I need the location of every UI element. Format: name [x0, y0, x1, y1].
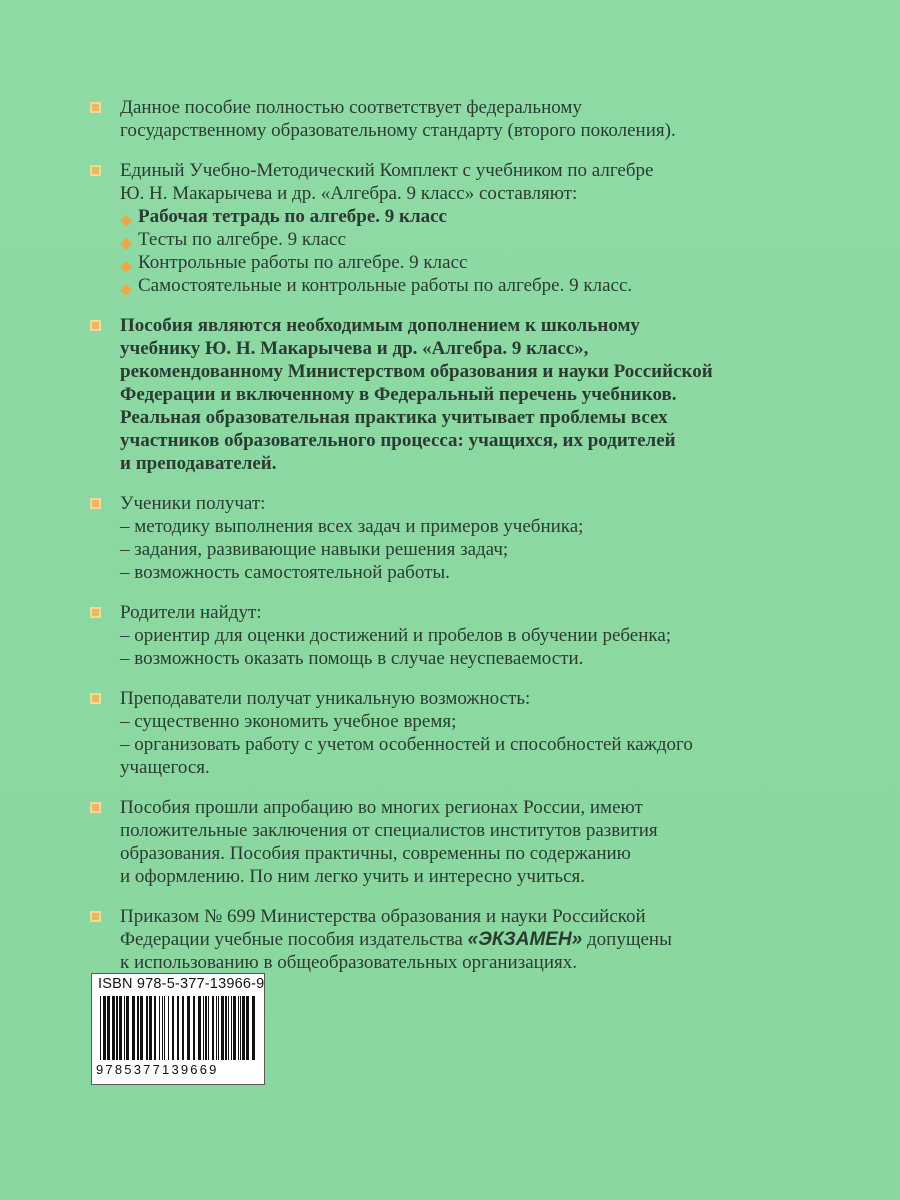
students-paragraph: [90, 492, 790, 584]
umk-item-independent-works: [120, 274, 790, 297]
square-bullet-icon: [90, 607, 101, 618]
diamond-bullet-icon: ◆: [120, 256, 133, 275]
text-line: – существенно экономить учебное время;: [120, 711, 457, 732]
umk-item-label: Рабочая тетрадь по алгебре. 9 класс: [138, 206, 447, 227]
text-line: учащегося.: [120, 757, 210, 778]
barcode-bar: [231, 996, 232, 1060]
barcode-bar: [193, 996, 195, 1060]
barcode-bar: [100, 996, 101, 1060]
square-bullet-icon: [90, 802, 101, 813]
barcode-bar: [112, 996, 115, 1060]
text-line: положительные заключения от специалистов институтов развития: [120, 820, 658, 841]
text-line: – ориентир для оценки достижений и пробелов в обучении ребенка;: [120, 625, 672, 646]
diamond-bullet-icon: ◆: [120, 210, 133, 229]
barcode-bar: [203, 996, 204, 1060]
barcode-bar: [126, 996, 129, 1060]
barcode-bar: [137, 996, 139, 1060]
barcode-bar: [218, 996, 219, 1060]
text-line: и оформлению. По ним легко учить и интересно учиться.: [120, 866, 586, 887]
text-line: Пособия прошли апробацию во многих регионах России, имеют: [120, 797, 643, 818]
barcode-bar: [182, 996, 184, 1060]
text-line: Преподаватели получат уникальную возможность:: [120, 688, 531, 709]
barcode-bar: [233, 996, 236, 1060]
umk-paragraph: [90, 159, 790, 297]
barcode-bar: [132, 996, 135, 1060]
text-line: государственному образовательному стандарту (второго поколения).: [120, 120, 676, 141]
umk-item-label: Самостоятельные и контрольные работы по алгебре. 9 класс.: [138, 275, 633, 296]
barcode-bar: [146, 996, 148, 1060]
barcode-bar: [162, 996, 163, 1060]
square-bullet-icon: [90, 498, 101, 509]
umk-item-control-works: [120, 251, 790, 274]
text-line: – методику выполнения всех задач и примеров учебника;: [120, 516, 584, 537]
text-line: рекомендованному Министерством образования и науки Российской: [120, 361, 713, 382]
cover-text: [90, 96, 790, 991]
barcode-bar: [140, 996, 143, 1060]
text-line: Данное пособие полностью соответствует федеральному: [120, 97, 582, 118]
barcode-bar: [238, 996, 239, 1060]
barcode-bar: [198, 996, 201, 1060]
barcode-bar: [159, 996, 160, 1060]
umk-item-tests: [120, 228, 790, 251]
diamond-bullet-icon: ◆: [120, 233, 133, 252]
text-line: Ю. Н. Макарычева и др. «Алгебра. 9 класс» составляют:: [120, 183, 578, 204]
barcode-bar: [107, 996, 110, 1060]
text-fragment: допущены: [582, 929, 672, 950]
text-line: и преподавателей.: [120, 453, 277, 474]
barcode-bar: [242, 996, 245, 1060]
standard-compliance-paragraph: [90, 96, 790, 142]
barcode-bar: [221, 996, 224, 1060]
barcode-bar: [240, 996, 241, 1060]
barcode-bar: [177, 996, 179, 1060]
text-line: Родители найдут:: [120, 602, 262, 623]
text-line: участников образовательного процесса: учащихся, их родителей: [120, 430, 676, 451]
umk-item-label: Контрольные работы по алгебре. 9 класс: [138, 252, 468, 273]
barcode-bar: [228, 996, 229, 1060]
barcode-bar: [187, 996, 190, 1060]
text-line: – организовать работу с учетом особенностей и способностей каждого: [120, 734, 693, 755]
text-line: к использованию в общеобразовательных организациях.: [120, 952, 577, 973]
text-line: Единый Учебно-Методический Комплект с учебником по алгебре: [120, 160, 654, 181]
umk-item-workbook: [120, 205, 790, 228]
barcode-bar: [149, 996, 152, 1060]
barcode-bar: [208, 996, 209, 1060]
square-bullet-icon: [90, 911, 101, 922]
text-line: Ученики получат:: [120, 493, 266, 514]
text-line: – задания, развивающие навыки решения задач;: [120, 539, 509, 560]
text-fragment: Федерации учебные пособия издательства: [120, 929, 468, 950]
barcode-bar: [252, 996, 255, 1060]
square-bullet-icon: [90, 320, 101, 331]
barcode-bar: [212, 996, 214, 1060]
barcode-bar: [164, 996, 165, 1060]
barcode-bar: [168, 996, 169, 1060]
barcode-bar: [225, 996, 227, 1060]
publisher-brand: «ЭКЗАМЕН»: [467, 929, 583, 950]
text-line: – возможность самостоятельной работы.: [120, 562, 450, 583]
isbn-barcode-box: [91, 973, 265, 1085]
isbn-label: ISBN 978-5-377-13966-9: [98, 976, 265, 992]
square-bullet-icon: [90, 165, 101, 176]
text-line: учебнику Ю. Н. Макарычева и др. «Алгебра. 9 класс»,: [120, 338, 589, 359]
text-line: Приказом № 699 Министерства образования и науки Российской: [120, 906, 646, 927]
barcode-digits: 9785377139669: [96, 1062, 219, 1077]
barcode-bar: [119, 996, 122, 1060]
parents-paragraph: [90, 601, 790, 670]
barcode-bar: [154, 996, 156, 1060]
text-line: Пособия являются необходимым дополнением к школьному: [120, 315, 640, 336]
barcode-bar: [216, 996, 217, 1060]
text-line: – возможность оказать помощь в случае неуспеваемости.: [120, 648, 584, 669]
approbation-paragraph: [90, 796, 790, 888]
umk-item-label: Тесты по алгебре. 9 класс: [138, 229, 346, 250]
text-line: образования. Пособия практичны, современны по содержанию: [120, 843, 631, 864]
barcode-bar: [116, 996, 118, 1060]
barcode-bar: [124, 996, 125, 1060]
barcode-bar: [103, 996, 106, 1060]
barcode-bar: [246, 996, 249, 1060]
teachers-paragraph: [90, 687, 790, 779]
order-paragraph: [90, 905, 790, 974]
barcode-bar: [172, 996, 174, 1060]
text-line: Реальная образовательная практика учитывает проблемы всех: [120, 407, 668, 428]
barcode-graphic: [98, 996, 258, 1062]
square-bullet-icon: [90, 693, 101, 704]
recommendation-paragraph: [90, 314, 790, 475]
barcode-bar: [205, 996, 207, 1060]
text-line: Федерации и включенному в Федеральный перечень учебников.: [120, 384, 677, 405]
diamond-bullet-icon: ◆: [120, 279, 133, 298]
text-line: [120, 928, 790, 951]
square-bullet-icon: [90, 102, 101, 113]
